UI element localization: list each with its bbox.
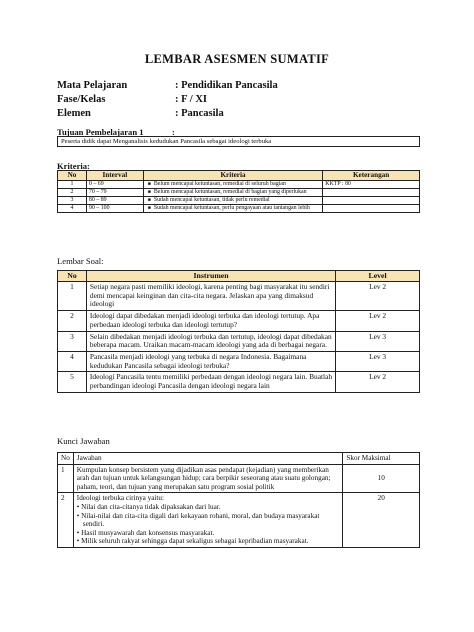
table-row (58, 205, 420, 213)
lembar-soal-table (57, 270, 420, 393)
column-header: Instrumen (86, 271, 335, 282)
table-row (58, 372, 420, 392)
column-header: Jawaban (73, 453, 343, 465)
kriteria-text: Sudah mencapai ketuntasan, perlu pengayaan atau tantangan lebih (153, 205, 310, 211)
cell-keterangan: KKTP : 80 (323, 181, 420, 189)
jawaban-bullet: • Nilai-nilai dan cita-cita digali dari kekayaan rohani, moral, dan budaya masyarakat sendiri. (76, 511, 320, 529)
table-row (58, 351, 420, 371)
table-row (58, 197, 420, 205)
kriteria-label: Kriteria: (57, 161, 90, 171)
meta-label: Fase/Kelas (57, 94, 106, 105)
jawaban-bullet: • Nilai dan cita-citanya tidak dipaksakan dari luar. (76, 502, 221, 511)
table-row (58, 493, 420, 548)
tujuan-colon: : (172, 127, 175, 137)
cell-instrumen: Ideologi Pancasila tentu memiliki perbedaan dengan ideologi negara lain. Buatlah perbandingan ideologi Pancasila dengan ideologi negara lain (86, 372, 335, 392)
cell-kriteria (143, 189, 322, 197)
column-header: Kriteria (143, 171, 322, 181)
column-header: Skor Maksimal (343, 453, 420, 465)
cell-level: Lev 3 (336, 331, 420, 351)
meta-value: : Pancasila (175, 108, 224, 119)
kriteria-table (57, 170, 420, 213)
lembar-soal-label: Lembar Soal: (57, 256, 104, 266)
cell-no: 2 (58, 189, 87, 197)
column-header: No (58, 171, 87, 181)
column-header: No (58, 453, 74, 465)
column-header: Interval (86, 171, 143, 181)
cell-skor: 10 (343, 464, 420, 493)
meta-row-mata-pelajaran (57, 80, 278, 91)
cell-instrumen: Ideologi dapat dibedakan menjadi ideologi terbuka dan ideologi tertutup. Apa perbedaan ideologi terbuka dan ideologi tertutup? (86, 311, 335, 331)
jawaban-text: Kumpulan konsep bersistem yang dijadikan asas pendapat (kejadian) yang memberikan arah dan tujuan untuk kelangsungan hidup; cara berpikir seseorang atau suatu golongan; paham, teori, dan tujuan yang merupakan satu program sosial politik (76, 465, 331, 491)
cell-kriteria (143, 181, 322, 189)
table-header-row (58, 271, 420, 282)
meta-label: Elemen (57, 108, 91, 119)
cell-keterangan (323, 205, 420, 213)
table-row (58, 181, 420, 189)
page-title: LEMBAR ASESMEN SUMATIF (144, 52, 330, 66)
cell-level: Lev 2 (336, 372, 420, 392)
jawaban-bullet: • Milik seluruh rakyat sehingga dapat sekaligus sebagai kepribadian masyarakat. (76, 537, 309, 546)
table-row (58, 189, 420, 197)
table-row (58, 311, 420, 331)
cell-instrumen: Setiap negara pasti memiliki ideologi, karena penting bagi masyarakat itu sendiri demi mencapai keinginan dan cita-cita negara. Jelaskan apa yang dimaksud ideologi (86, 282, 335, 311)
cell-level: Lev 3 (336, 351, 420, 371)
meta-row-elemen (57, 108, 224, 119)
cell-instrumen: Pancasila menjadi ideologi yang terbuka di negara Indonesia. Bagaimana kedudukan Pancasila sebagai ideologi terbuka? (86, 351, 335, 371)
cell-no: 2 (58, 493, 74, 548)
table-row (58, 464, 420, 493)
tujuan-text-box: Peserta didik dapat Menganalisis kedudukan Pancasila sebagai ideologi terbuka (57, 136, 420, 147)
table-row (58, 331, 420, 351)
kriteria-text: Belum mencapai ketuntasan, remedial di bagian yang diperlukan (153, 189, 307, 195)
cell-interval: 70 – 79 (86, 189, 143, 197)
tujuan-label: Tujuan Pembelajaran 1 (57, 127, 144, 137)
cell-jawaban (73, 493, 343, 548)
kunci-jawaban-table (57, 452, 420, 548)
cell-no: 4 (58, 351, 87, 371)
cell-level: Lev 2 (336, 282, 420, 311)
meta-value: : F / XI (175, 94, 207, 105)
cell-keterangan (323, 189, 420, 197)
cell-no: 1 (58, 181, 87, 189)
cell-level: Lev 2 (336, 311, 420, 331)
kunci-label: Kunci Jawaban (57, 436, 110, 446)
bullet-icon: ■ (147, 190, 151, 195)
column-header: No (58, 271, 87, 282)
cell-interval: 0 – 69 (86, 181, 143, 189)
cell-no: 5 (58, 372, 87, 392)
column-header: Level (336, 271, 420, 282)
cell-no: 1 (58, 282, 87, 311)
column-header: Keterangan (323, 171, 420, 181)
bullet-icon: ■ (147, 182, 151, 187)
meta-value: : Pendidikan Pancasila (175, 80, 278, 91)
table-row (58, 282, 420, 311)
cell-no: 3 (58, 331, 87, 351)
bullet-icon: ■ (147, 206, 151, 211)
cell-no: 1 (58, 464, 74, 493)
cell-kriteria (143, 205, 322, 213)
table-header-row (58, 171, 420, 181)
cell-no: 3 (58, 197, 87, 205)
jawaban-text: Ideologi terbuka cirinya yaitu: (76, 494, 165, 503)
cell-interval: 90 – 100 (86, 205, 143, 213)
table-header-row (58, 453, 420, 465)
cell-keterangan (323, 197, 420, 205)
cell-no: 2 (58, 311, 87, 331)
cell-jawaban (73, 464, 343, 493)
cell-interval: 80 – 89 (86, 197, 143, 205)
cell-skor: 20 (343, 493, 420, 548)
cell-no: 4 (58, 205, 87, 213)
meta-label: Mata Pelajaran (57, 80, 128, 91)
cell-kriteria (143, 197, 322, 205)
meta-row-fase-kelas (57, 94, 207, 105)
cell-instrumen: Selain dibedakan menjadi ideologi terbuka dan tertutup, ideologi dapat dibedakan beberapa macam. Uraikan macam-macam ideologi yang ada di berbagai negara. (86, 331, 335, 351)
jawaban-bullet: • Hasil musyawarah dan konsensus masyarakat. (76, 528, 215, 537)
bullet-icon: ■ (147, 198, 151, 203)
kriteria-text: Belum mencapai ketuntasan, remedial di seluruh bagian (153, 181, 286, 187)
kriteria-text: Sudah mencapai ketuntasan, tidak perlu remedial (153, 197, 270, 203)
